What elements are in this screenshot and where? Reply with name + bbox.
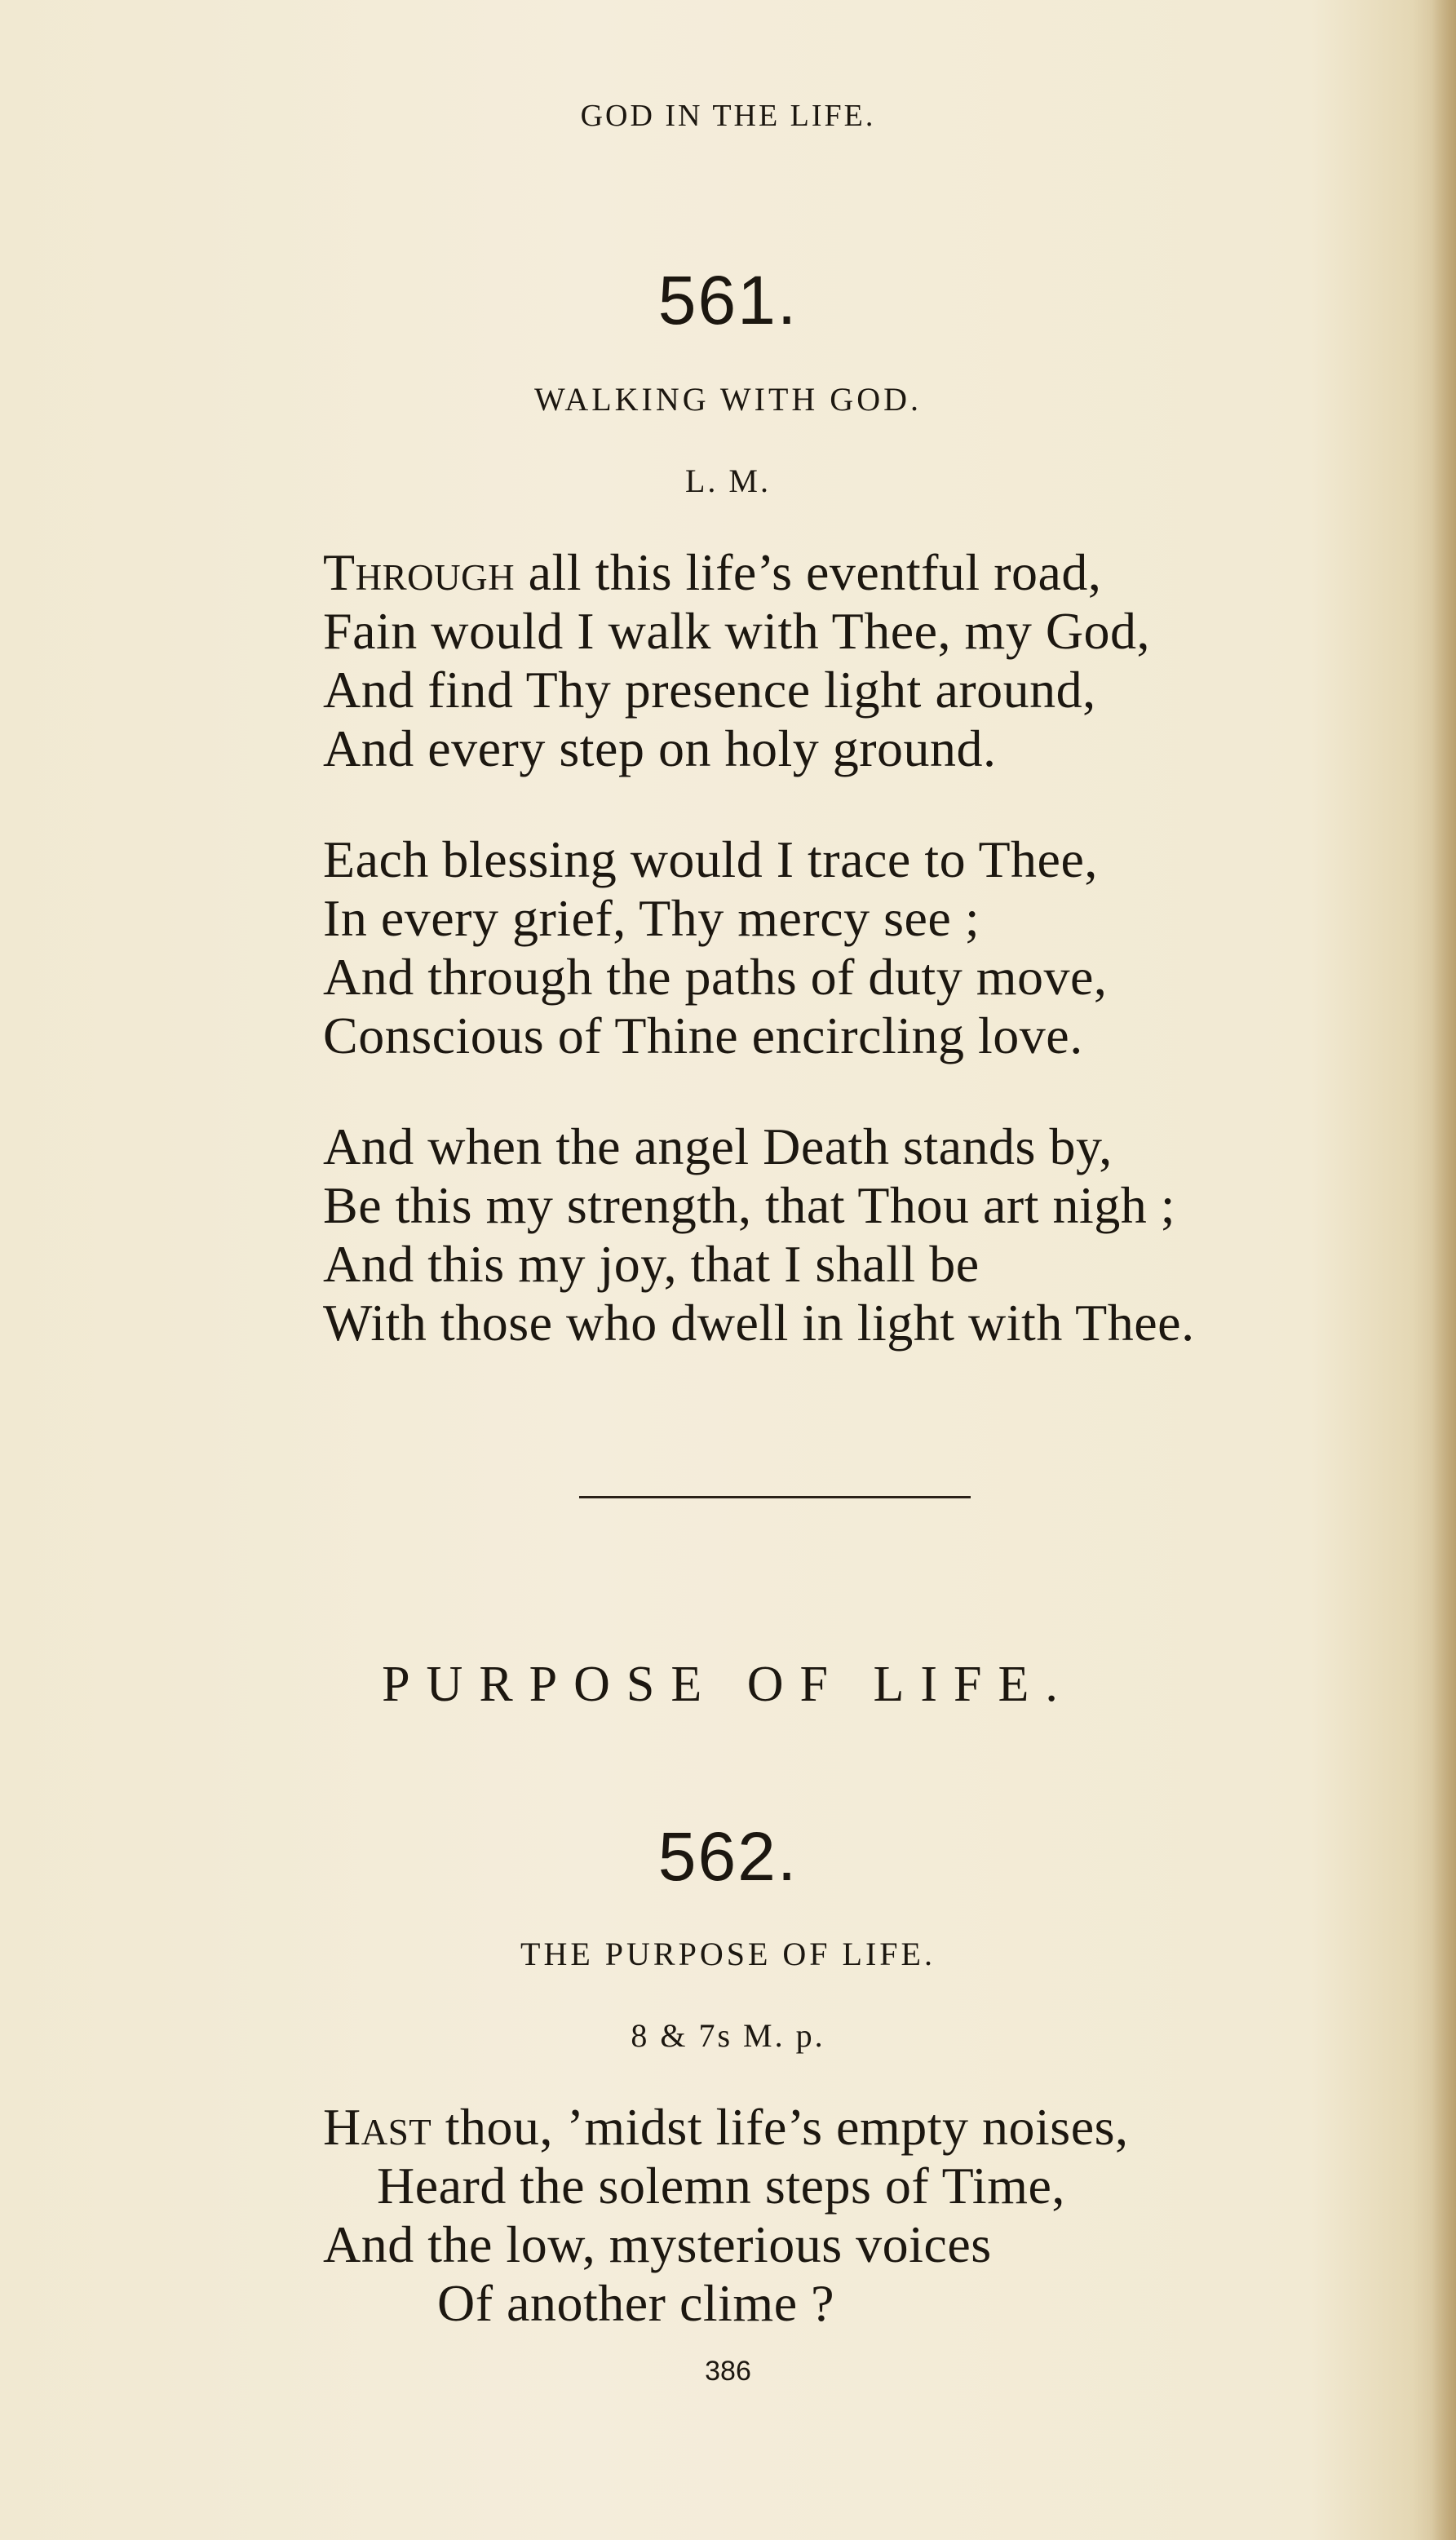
hymn-562-number: 562. [657, 1818, 799, 1895]
hymn-561-stanza-3-line-4: With those who dwell in light with Thee. [323, 1294, 1195, 1352]
hymn-562-meter: 8 & 7s M. p. [631, 2017, 825, 2054]
hymn-562-stanza-1-line-4: Of another clime ? [437, 2274, 834, 2332]
hymn-561-stanza-2-line-1: Each blessing would I trace to Thee, [323, 830, 1098, 888]
hymn-561-stanza-2-line-4: Conscious of Thine encircling love. [323, 1007, 1083, 1064]
drop-word: Through [323, 543, 516, 601]
hymn-561-title: WALKING WITH GOD. [534, 381, 922, 418]
drop-word: Hast [323, 2098, 432, 2156]
running-head: GOD IN THE LIFE. [580, 99, 876, 133]
hymn-561-stanza-2-line-2: In every grief, Thy mercy see ; [323, 889, 980, 947]
hymn-561-number: 561. [657, 262, 799, 339]
hymn-561-stanza-3-line-2: Be this my strength, that Thou art nigh ; [323, 1176, 1175, 1234]
line-text: all this life’s eventful road, [515, 543, 1102, 601]
line-text: thou, ’midst life’s empty noises, [431, 2098, 1129, 2156]
hymn-562-stanza-1-line-1 [323, 2098, 1129, 2157]
section-heading: PURPOSE OF LIFE. [382, 1657, 1074, 1712]
hymn-561-stanza-1-line-2: Fain would I walk with Thee, my God, [323, 602, 1151, 660]
hymn-561-stanza-2-line-3: And through the paths of duty move, [323, 948, 1108, 1006]
section-divider-rule [579, 1496, 971, 1498]
hymn-561-stanza-3-line-3: And this my joy, that I shall be [323, 1235, 980, 1293]
hymn-562-title: THE PURPOSE OF LIFE. [520, 1936, 936, 1972]
hymn-562-stanza-1-line-3: And the low, mysterious voices [323, 2215, 992, 2273]
hymn-561-stanza-1-line-4: And every step on holy ground. [323, 719, 997, 777]
hymn-561-stanza-1-line-3: And find Thy presence light around, [323, 661, 1096, 719]
page-number: 386 [705, 2356, 751, 2387]
hymn-561-stanza-1-line-1 [323, 543, 1101, 602]
hymn-561-stanza-3-line-1: And when the angel Death stands by, [323, 1117, 1113, 1175]
hymn-561-meter: L. M. [685, 462, 771, 499]
hymn-562-stanza-1-line-2: Heard the solemn steps of Time, [377, 2157, 1065, 2215]
